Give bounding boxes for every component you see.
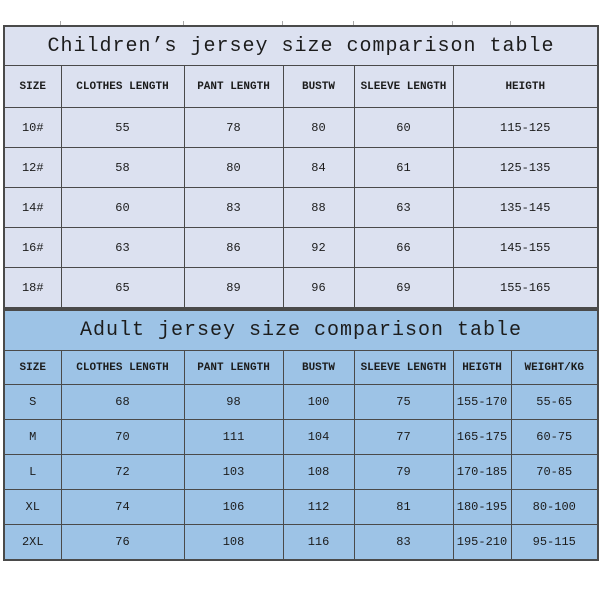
size-cell: 18# <box>4 268 61 309</box>
value-cell: 100 <box>283 385 354 420</box>
size-cell: 14# <box>4 188 61 228</box>
value-cell: 86 <box>184 228 283 268</box>
value-cell: 66 <box>354 228 453 268</box>
table-row <box>4 108 598 148</box>
column-header-weight: WEIGHT/KG <box>511 351 598 385</box>
value-cell: 108 <box>184 525 283 561</box>
table-row <box>4 228 598 268</box>
value-cell: 170-185 <box>453 455 511 490</box>
value-cell: 63 <box>354 188 453 228</box>
size-cell: 10# <box>4 108 61 148</box>
value-cell: 180-195 <box>453 490 511 525</box>
value-cell: 95-115 <box>511 525 598 561</box>
column-header-sleeve-length: SLEEVE LENGTH <box>354 351 453 385</box>
value-cell: 61 <box>354 148 453 188</box>
value-cell: 60-75 <box>511 420 598 455</box>
value-cell: 70-85 <box>511 455 598 490</box>
value-cell: 80 <box>184 148 283 188</box>
size-cell: 2XL <box>4 525 61 561</box>
value-cell: 65 <box>61 268 184 309</box>
value-cell: 77 <box>354 420 453 455</box>
value-cell: 70 <box>61 420 184 455</box>
children-table-title-row <box>4 26 598 66</box>
value-cell: 55-65 <box>511 385 598 420</box>
value-cell: 195-210 <box>453 525 511 561</box>
value-cell: 115-125 <box>453 108 598 148</box>
value-cell: 155-170 <box>453 385 511 420</box>
value-cell: 98 <box>184 385 283 420</box>
value-cell: 80-100 <box>511 490 598 525</box>
value-cell: 96 <box>283 268 354 309</box>
table-row <box>4 420 598 455</box>
value-cell: 58 <box>61 148 184 188</box>
value-cell: 78 <box>184 108 283 148</box>
value-cell: 60 <box>61 188 184 228</box>
value-cell: 74 <box>61 490 184 525</box>
value-cell: 104 <box>283 420 354 455</box>
adult-table-title: Adult jersey size comparison table <box>4 310 598 351</box>
column-header-bust: BUSTW <box>283 351 354 385</box>
column-header-size: SIZE <box>4 66 61 108</box>
table-row <box>4 148 598 188</box>
column-header-bust: BUSTW <box>283 66 354 108</box>
size-cell: M <box>4 420 61 455</box>
column-header-size: SIZE <box>4 351 61 385</box>
column-header-pant-length: PANT LENGTH <box>184 351 283 385</box>
tables-container <box>3 25 597 561</box>
value-cell: 68 <box>61 385 184 420</box>
value-cell: 88 <box>283 188 354 228</box>
table-row <box>4 525 598 561</box>
value-cell: 125-135 <box>453 148 598 188</box>
value-cell: 55 <box>61 108 184 148</box>
table-row <box>4 268 598 309</box>
value-cell: 165-175 <box>453 420 511 455</box>
value-cell: 63 <box>61 228 184 268</box>
value-cell: 108 <box>283 455 354 490</box>
value-cell: 75 <box>354 385 453 420</box>
value-cell: 69 <box>354 268 453 309</box>
table-row <box>4 188 598 228</box>
size-cell: S <box>4 385 61 420</box>
children-size-table <box>3 25 599 309</box>
children-table-title: Children’s jersey size comparison table <box>4 26 598 66</box>
value-cell: 116 <box>283 525 354 561</box>
size-cell: 16# <box>4 228 61 268</box>
value-cell: 72 <box>61 455 184 490</box>
value-cell: 83 <box>184 188 283 228</box>
column-header-clothes-length: CLOTHES LENGTH <box>61 66 184 108</box>
value-cell: 135-145 <box>453 188 598 228</box>
adult-size-table <box>3 309 599 561</box>
value-cell: 89 <box>184 268 283 309</box>
table-row <box>4 455 598 490</box>
value-cell: 106 <box>184 490 283 525</box>
value-cell: 76 <box>61 525 184 561</box>
value-cell: 84 <box>283 148 354 188</box>
column-header-height: HEIGTH <box>453 351 511 385</box>
value-cell: 92 <box>283 228 354 268</box>
value-cell: 81 <box>354 490 453 525</box>
table-row <box>4 385 598 420</box>
size-cell: XL <box>4 490 61 525</box>
size-cell: 12# <box>4 148 61 188</box>
adult-table-title-row <box>4 310 598 351</box>
column-header-pant-length: PANT LENGTH <box>184 66 283 108</box>
value-cell: 155-165 <box>453 268 598 309</box>
value-cell: 145-155 <box>453 228 598 268</box>
value-cell: 80 <box>283 108 354 148</box>
adult-table-header-row <box>4 351 598 385</box>
value-cell: 60 <box>354 108 453 148</box>
value-cell: 79 <box>354 455 453 490</box>
table-row <box>4 490 598 525</box>
value-cell: 103 <box>184 455 283 490</box>
value-cell: 83 <box>354 525 453 561</box>
column-header-clothes-length: CLOTHES LENGTH <box>61 351 184 385</box>
children-table-header-row <box>4 66 598 108</box>
column-header-sleeve-length: SLEEVE LENGTH <box>354 66 453 108</box>
column-header-height: HEIGTH <box>453 66 598 108</box>
value-cell: 112 <box>283 490 354 525</box>
value-cell: 111 <box>184 420 283 455</box>
size-cell: L <box>4 455 61 490</box>
